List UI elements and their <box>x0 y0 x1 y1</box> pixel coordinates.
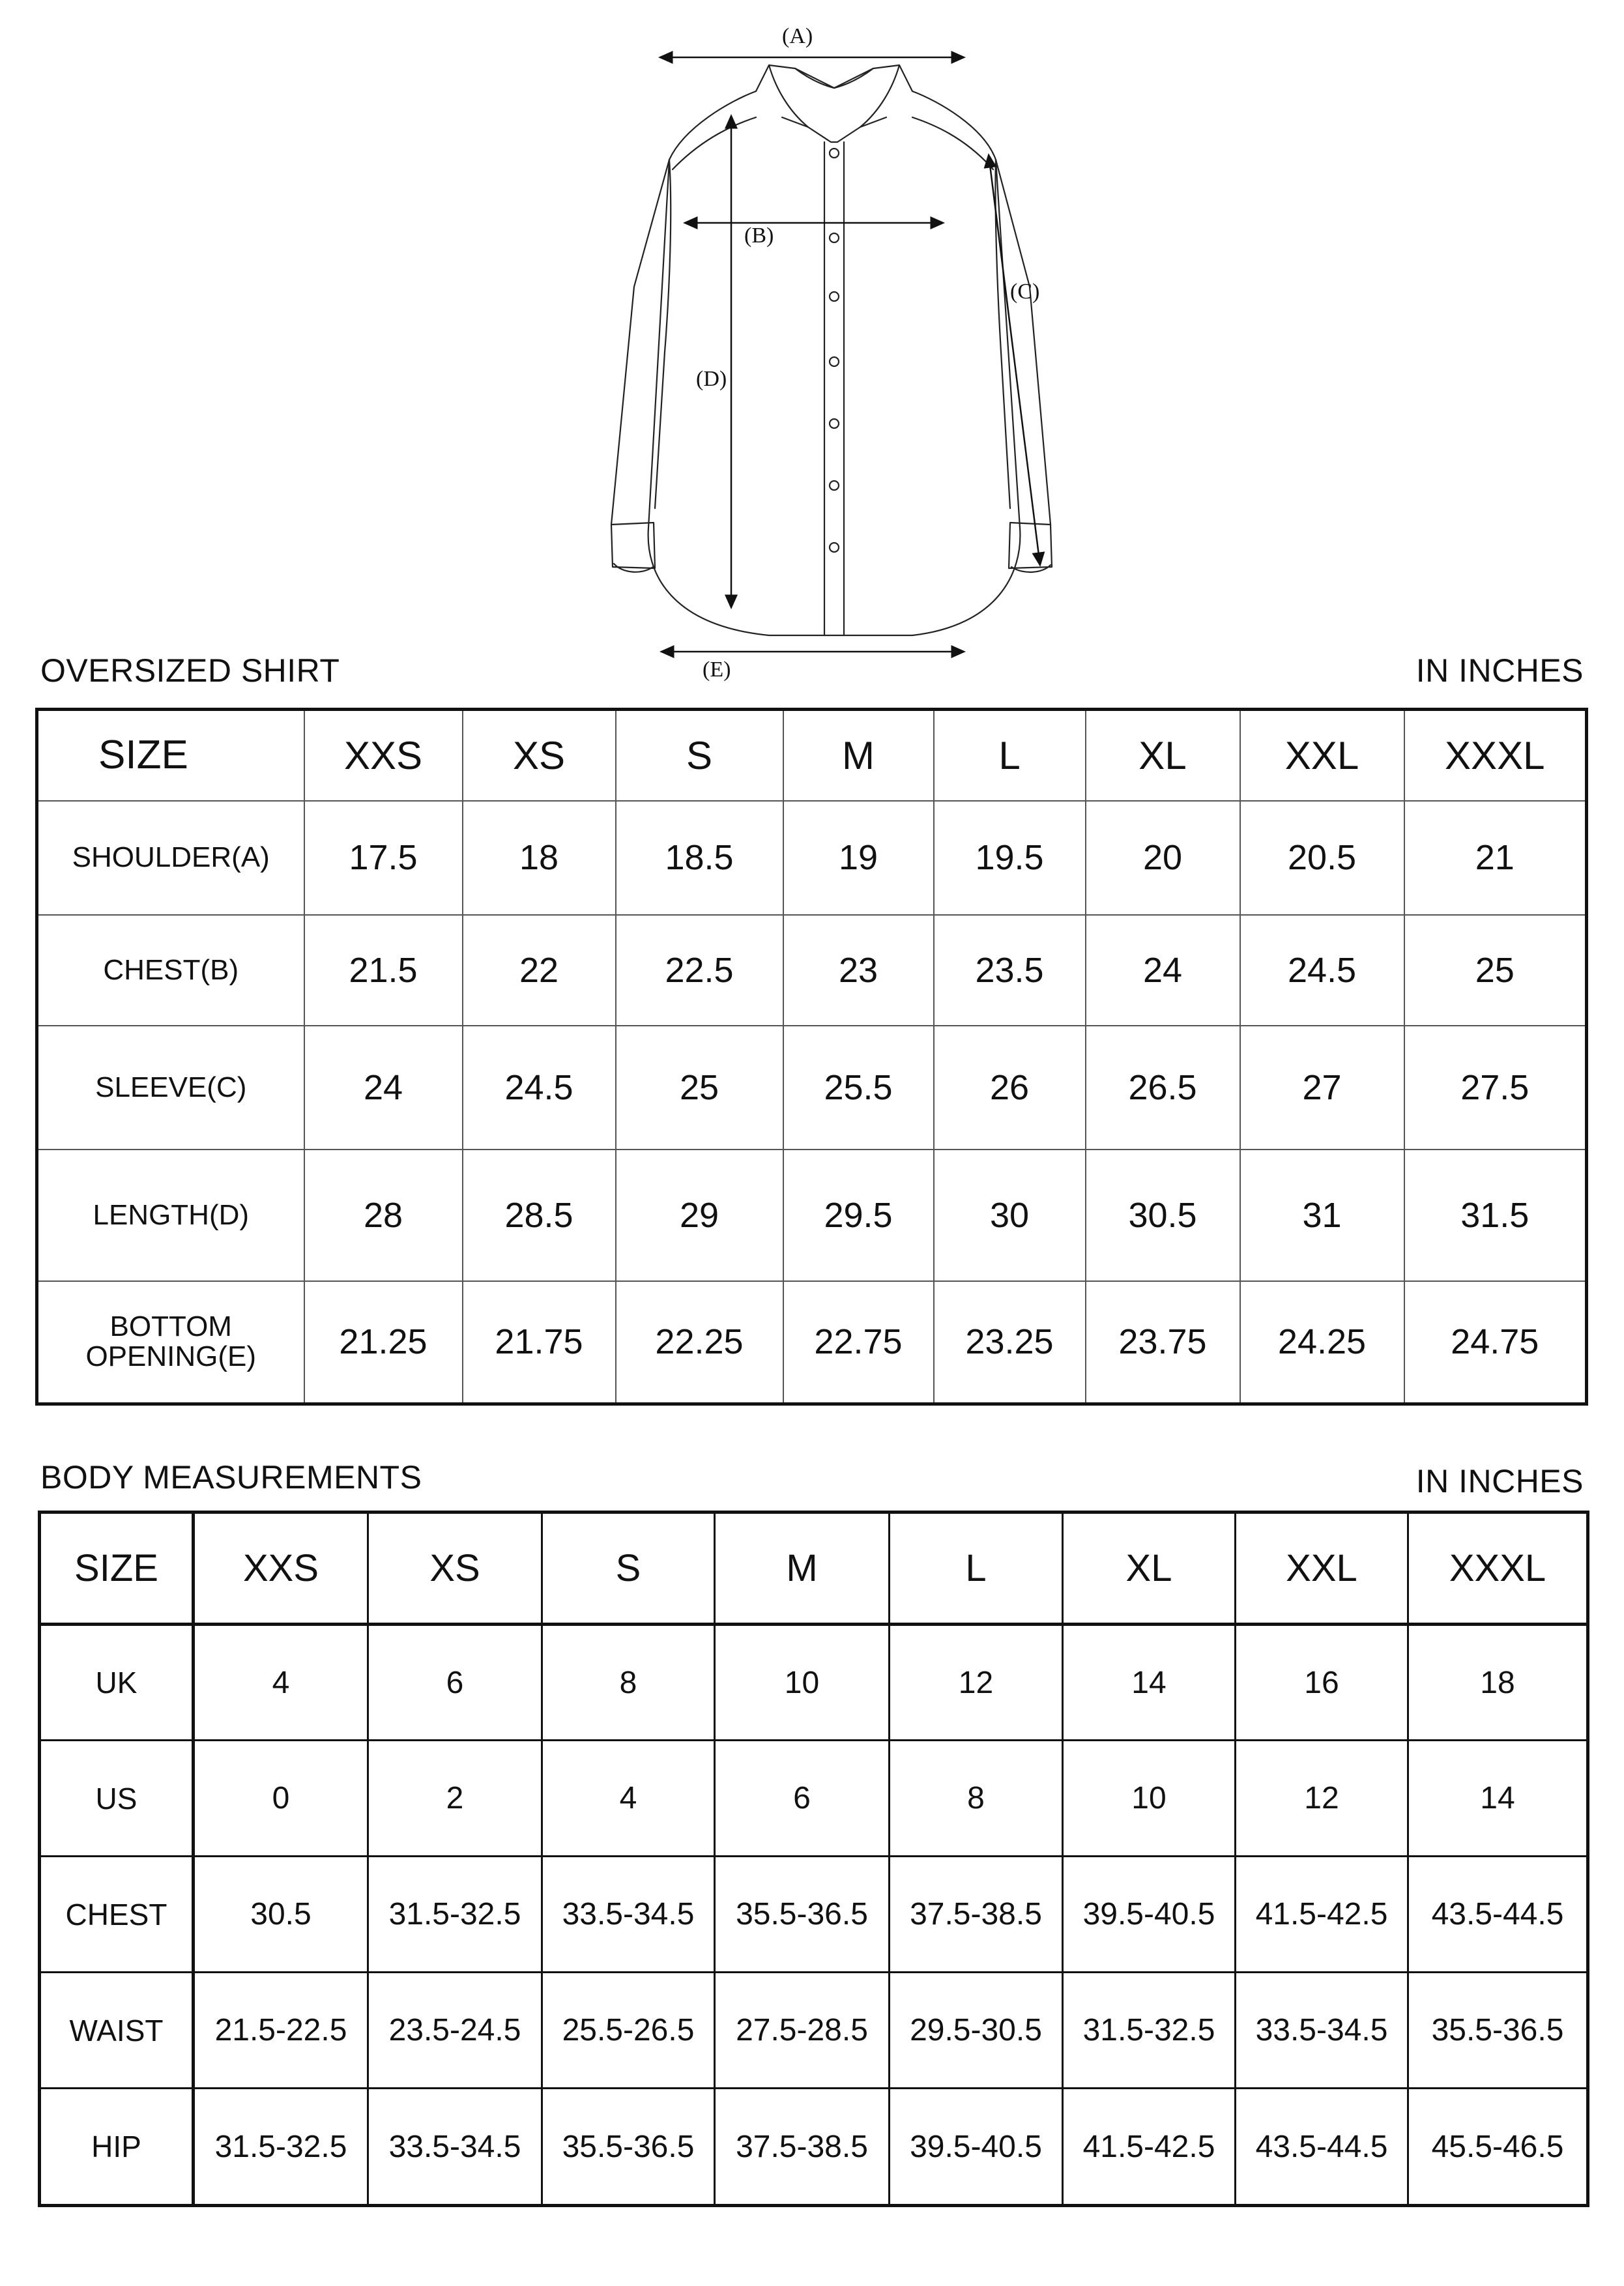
label-c: (C) <box>1010 280 1040 304</box>
size-col-header: XL <box>1063 1512 1236 1625</box>
table-cell: 25 <box>616 1026 783 1150</box>
row-label <box>37 1281 304 1404</box>
table-cell: 21.25 <box>304 1281 463 1404</box>
table-cell: 0 <box>194 1741 368 1857</box>
shirt-outline <box>611 65 1052 635</box>
table-cell: 8 <box>890 1741 1063 1857</box>
table-cell: 4 <box>194 1625 368 1741</box>
table-cell: 28 <box>304 1150 463 1281</box>
size-col-header: M <box>715 1512 890 1625</box>
table-row <box>40 1625 1588 1741</box>
table-cell: 31.5-32.5 <box>368 1857 542 1973</box>
table-cell: 27.5 <box>1404 1026 1587 1150</box>
table-cell: 33.5-34.5 <box>1236 1973 1408 2089</box>
table-cell: 41.5-42.5 <box>1063 2089 1236 2206</box>
table-row <box>37 1281 1587 1404</box>
table-cell: 6 <box>368 1625 542 1741</box>
table-cell: 19 <box>783 801 934 915</box>
table-cell: 37.5-38.5 <box>890 1857 1063 1973</box>
row-label: SLEEVE(C) <box>37 1026 304 1150</box>
table-cell: 18.5 <box>616 801 783 915</box>
row-label: US <box>40 1741 194 1857</box>
shirt-section-title: OVERSIZED SHIRT <box>40 652 340 689</box>
table-cell: 21.5 <box>304 915 463 1026</box>
size-col-header: S <box>542 1512 715 1625</box>
size-col-header: XS <box>368 1512 542 1625</box>
table-cell: 30.5 <box>1086 1150 1240 1281</box>
table-cell: 22.75 <box>783 1281 934 1404</box>
table-cell: 24.75 <box>1404 1281 1587 1404</box>
table-cell: 18 <box>1408 1625 1588 1741</box>
label-a: (A) <box>782 24 813 48</box>
table-cell: 16 <box>1236 1625 1408 1741</box>
row-label: SHOULDER(A) <box>37 801 304 915</box>
table-cell: 27 <box>1240 1026 1404 1150</box>
table-cell: 43.5-44.5 <box>1408 1857 1588 1973</box>
table-cell: 24.25 <box>1240 1281 1404 1404</box>
table-row <box>40 1973 1588 2089</box>
sleeve-dimension-line <box>989 160 1039 560</box>
table-row <box>37 1150 1587 1281</box>
size-col-header: XXS <box>304 710 463 801</box>
table-cell: 43.5-44.5 <box>1236 2089 1408 2206</box>
table-cell: 30 <box>934 1150 1086 1281</box>
table-cell: 2 <box>368 1741 542 1857</box>
table-cell: 23.25 <box>934 1281 1086 1404</box>
table-cell: 27.5-28.5 <box>715 1973 890 2089</box>
size-col-header: XS <box>463 710 616 801</box>
size-col-header: L <box>890 1512 1063 1625</box>
table-cell: 25.5-26.5 <box>542 1973 715 2089</box>
table-cell: 37.5-38.5 <box>715 2089 890 2206</box>
table-cell: 20.5 <box>1240 801 1404 915</box>
table-cell: 22.25 <box>616 1281 783 1404</box>
label-e: (E) <box>703 658 731 682</box>
table-cell: 19.5 <box>934 801 1086 915</box>
table-cell: 24.5 <box>1240 915 1404 1026</box>
table-cell: 6 <box>715 1741 890 1857</box>
row-label: WAIST <box>40 1973 194 2089</box>
table-cell: 26 <box>934 1026 1086 1150</box>
table-cell: 14 <box>1063 1625 1236 1741</box>
table-cell: 31 <box>1240 1150 1404 1281</box>
table-cell: 18 <box>463 801 616 915</box>
table-cell: 39.5-40.5 <box>890 2089 1063 2206</box>
size-header: SIZE <box>37 710 304 801</box>
table-header-row <box>37 710 1587 801</box>
row-label: CHEST <box>40 1857 194 1973</box>
table-cell: 22.5 <box>616 915 783 1026</box>
table-cell: 10 <box>715 1625 890 1741</box>
row-label: CHEST(B) <box>37 915 304 1026</box>
size-col-header: XXXL <box>1408 1512 1588 1625</box>
table-cell: 20 <box>1086 801 1240 915</box>
table-cell: 23.75 <box>1086 1281 1240 1404</box>
table-cell: 31.5 <box>1404 1150 1587 1281</box>
table-cell: 35.5-36.5 <box>715 1857 890 1973</box>
table-cell: 24 <box>1086 915 1240 1026</box>
table-cell: 12 <box>890 1625 1063 1741</box>
table-cell: 25 <box>1404 915 1587 1026</box>
row-label: UK <box>40 1625 194 1741</box>
table-cell: 41.5-42.5 <box>1236 1857 1408 1973</box>
table-row <box>37 1026 1587 1150</box>
size-col-header: L <box>934 710 1086 801</box>
table-cell: 26.5 <box>1086 1026 1240 1150</box>
table-cell: 28.5 <box>463 1150 616 1281</box>
size-col-header: M <box>783 710 934 801</box>
size-col-header: XXS <box>194 1512 368 1625</box>
table-row <box>40 1857 1588 1973</box>
row-label: LENGTH(D) <box>37 1150 304 1281</box>
table-cell: 31.5-32.5 <box>194 2089 368 2206</box>
table-cell: 35.5-36.5 <box>1408 1973 1588 2089</box>
size-col-header: XL <box>1086 710 1240 801</box>
table-cell: 35.5-36.5 <box>542 2089 715 2206</box>
table-cell: 29.5 <box>783 1150 934 1281</box>
table-cell: 33.5-34.5 <box>542 1857 715 1973</box>
shirt-size-table <box>35 708 1588 1406</box>
table-cell: 31.5-32.5 <box>1063 1973 1236 2089</box>
table-cell: 23 <box>783 915 934 1026</box>
table-cell: 33.5-34.5 <box>368 2089 542 2206</box>
measurement-lines <box>665 57 1039 652</box>
label-b: (B) <box>744 224 774 248</box>
row-label-line: BOTTOM <box>109 1310 232 1343</box>
body-measurements-table <box>38 1511 1589 2207</box>
label-d: (D) <box>696 367 727 391</box>
size-col-header: XXXL <box>1404 710 1587 801</box>
table-cell: 30.5 <box>194 1857 368 1973</box>
size-col-header: S <box>616 710 783 801</box>
table-row <box>40 1741 1588 1857</box>
table-row <box>40 2089 1588 2206</box>
body-units-label: IN INCHES <box>1415 1463 1584 1499</box>
table-row <box>37 915 1587 1026</box>
size-header: SIZE <box>40 1512 194 1625</box>
table-cell: 24.5 <box>463 1026 616 1150</box>
table-cell: 10 <box>1063 1741 1236 1857</box>
table-cell: 21.75 <box>463 1281 616 1404</box>
table-cell: 21.5-22.5 <box>194 1973 368 2089</box>
shirt-diagram <box>573 13 1095 684</box>
table-cell: 39.5-40.5 <box>1063 1857 1236 1973</box>
size-col-header: XXL <box>1240 710 1404 801</box>
table-cell: 29.5-30.5 <box>890 1973 1063 2089</box>
table-cell: 45.5-46.5 <box>1408 2089 1588 2206</box>
row-label: HIP <box>40 2089 194 2206</box>
table-cell: 29 <box>616 1150 783 1281</box>
body-section-title: BODY MEASUREMENTS <box>40 1459 422 1496</box>
table-cell: 14 <box>1408 1741 1588 1857</box>
table-cell: 4 <box>542 1741 715 1857</box>
shirt-drawing <box>573 13 1095 684</box>
table-header-row <box>40 1512 1588 1625</box>
table-cell: 21 <box>1404 801 1587 915</box>
table-cell: 23.5-24.5 <box>368 1973 542 2089</box>
table-cell: 25.5 <box>783 1026 934 1150</box>
table-cell: 8 <box>542 1625 715 1741</box>
shirt-units-label: IN INCHES <box>1415 652 1584 689</box>
size-col-header: XXL <box>1236 1512 1408 1625</box>
table-cell: 23.5 <box>934 915 1086 1026</box>
table-cell: 24 <box>304 1026 463 1150</box>
table-cell: 22 <box>463 915 616 1026</box>
row-label-line: OPENING(E) <box>85 1340 257 1373</box>
table-cell: 12 <box>1236 1741 1408 1857</box>
table-row <box>37 801 1587 915</box>
table-cell: 17.5 <box>304 801 463 915</box>
